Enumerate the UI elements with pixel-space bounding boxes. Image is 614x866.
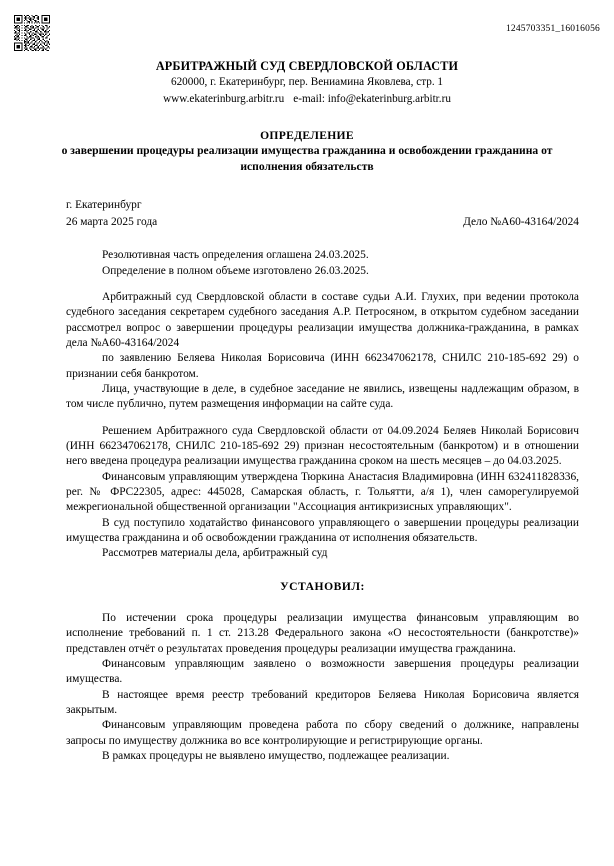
finding-paragraph: Финансовым управляющим проведена работа по сбору сведений о должнике, направлены запросы по имуществу должника во все контролирующие и регистрирующие органы. <box>66 719 579 747</box>
court-website: www.ekaterinburg.arbitr.ru <box>163 93 285 106</box>
document-id: 1245703351_16016056 <box>505 24 600 34</box>
document-date: 26 марта 2025 года <box>66 216 158 229</box>
document-meta-strip <box>0 0 614 58</box>
court-name: АРБИТРАЖНЫЙ СУД СВЕРДЛОВСКОЙ ОБЛАСТИ <box>155 59 459 73</box>
prior-decision-paragraph: Решением Арбитражного суда Свердловской области от 04.09.2024 Беляев Николай Борисович (ИНН 662347062178, СНИЛС 210-185-692 29) признан несостоятельным (банкротом) и в отношении него введена процедура реализации имущества гражданина сроком на шесть месяцев – до 04.03.2025. <box>66 424 579 468</box>
financial-manager-paragraph: Финансовым управляющим утверждена Тюркина Анастасия Владимировна (ИНН 632411828336, рег. № ФРС22305, адрес: 445028, Самарская область, г. Тольятти, а/я 1), член саморегулируемой межрегиональной общественной организации "Ассоциация антикризисных управляющих". <box>66 470 579 514</box>
document-subject-line-2: гражданина от исполнения обязательств <box>240 144 553 174</box>
finding-paragraph: Финансовым управляющим заявлено о возможности завершения процедуры реализации имущества. <box>66 658 579 686</box>
application-paragraph: по заявлению Беляева Николая Борисовича (ИНН 662347062178, СНИЛС 210-185-692 29) о признании себя банкротом. <box>66 352 579 380</box>
document-kind: ОПРЕДЕЛЕНИЕ <box>260 129 354 143</box>
document-body <box>0 248 614 764</box>
resolution-announced-paragraph: Резолютивная часть определения оглашена 24.03.2025. <box>102 249 369 262</box>
document-subject-line-1: о завершении процедуры реализации имущества гражданина и освобождении <box>61 144 472 158</box>
finding-paragraph: В рамках процедуры не выявлено имущество, подлежащее реализации. <box>102 750 450 763</box>
case-number: Дело №А60-43164/2024 <box>463 216 579 229</box>
court-letterhead <box>0 58 614 108</box>
qr-code-icon <box>14 15 50 51</box>
petition-received-paragraph: В суд поступило ходатайство финансового управляющего о завершении процедуры реализации имущества гражданина и об освобождении гражданина от исполнения обязательств. <box>66 516 579 544</box>
place-date-case-block <box>0 197 614 231</box>
ruling-heading: УСТАНОВИЛ: <box>280 580 365 594</box>
court-address: 620000, г. Екатеринбург, пер. Вениамина Яковлева, стр. 1 <box>170 76 444 89</box>
court-contacts <box>40 91 574 108</box>
finding-paragraph: В настоящее время реестр требований кредиторов Беляева Николая Борисовича является закрытым. <box>66 688 579 717</box>
materials-reviewed-paragraph: Рассмотрев материалы дела, арбитражный суд <box>102 547 328 560</box>
court-email: e-mail: info@ekaterinburg.arbitr.ru <box>293 93 451 106</box>
court-composition-paragraph: Арбитражный суд Свердловской области в составе судьи А.И. Глухих, при ведении протокола судебного заседания секретарем судебного заседания А.Р. Петросяном, в открытом судебном заседании рассмотрел вопрос о завершении процедуры реализации имущества должника-гражданина, в рамках дела №А60-43164/2024 <box>66 290 579 349</box>
document-title-block <box>0 129 614 175</box>
parties-absent-paragraph: Лица, участвующие в деле, в судебное заседание не явились, извещены надлежащим образом, в том числе публично, путем размещения информации на сайте суда. <box>66 382 579 411</box>
finding-paragraph: По истечении срока процедуры реализации имущества финансовым управляющим во исполнение требований п. 1 ст. 213.28 Федерального закона «О несостоятельности (банкротстве)» представлен отчёт о результатах проведения процедуры реализации имущества гражданина. <box>66 612 579 655</box>
document-subject <box>52 143 562 175</box>
full-text-made-paragraph: Определение в полном объеме изготовлено 26.03.2025. <box>102 264 369 277</box>
city-label: г. Екатеринбург <box>66 199 142 212</box>
